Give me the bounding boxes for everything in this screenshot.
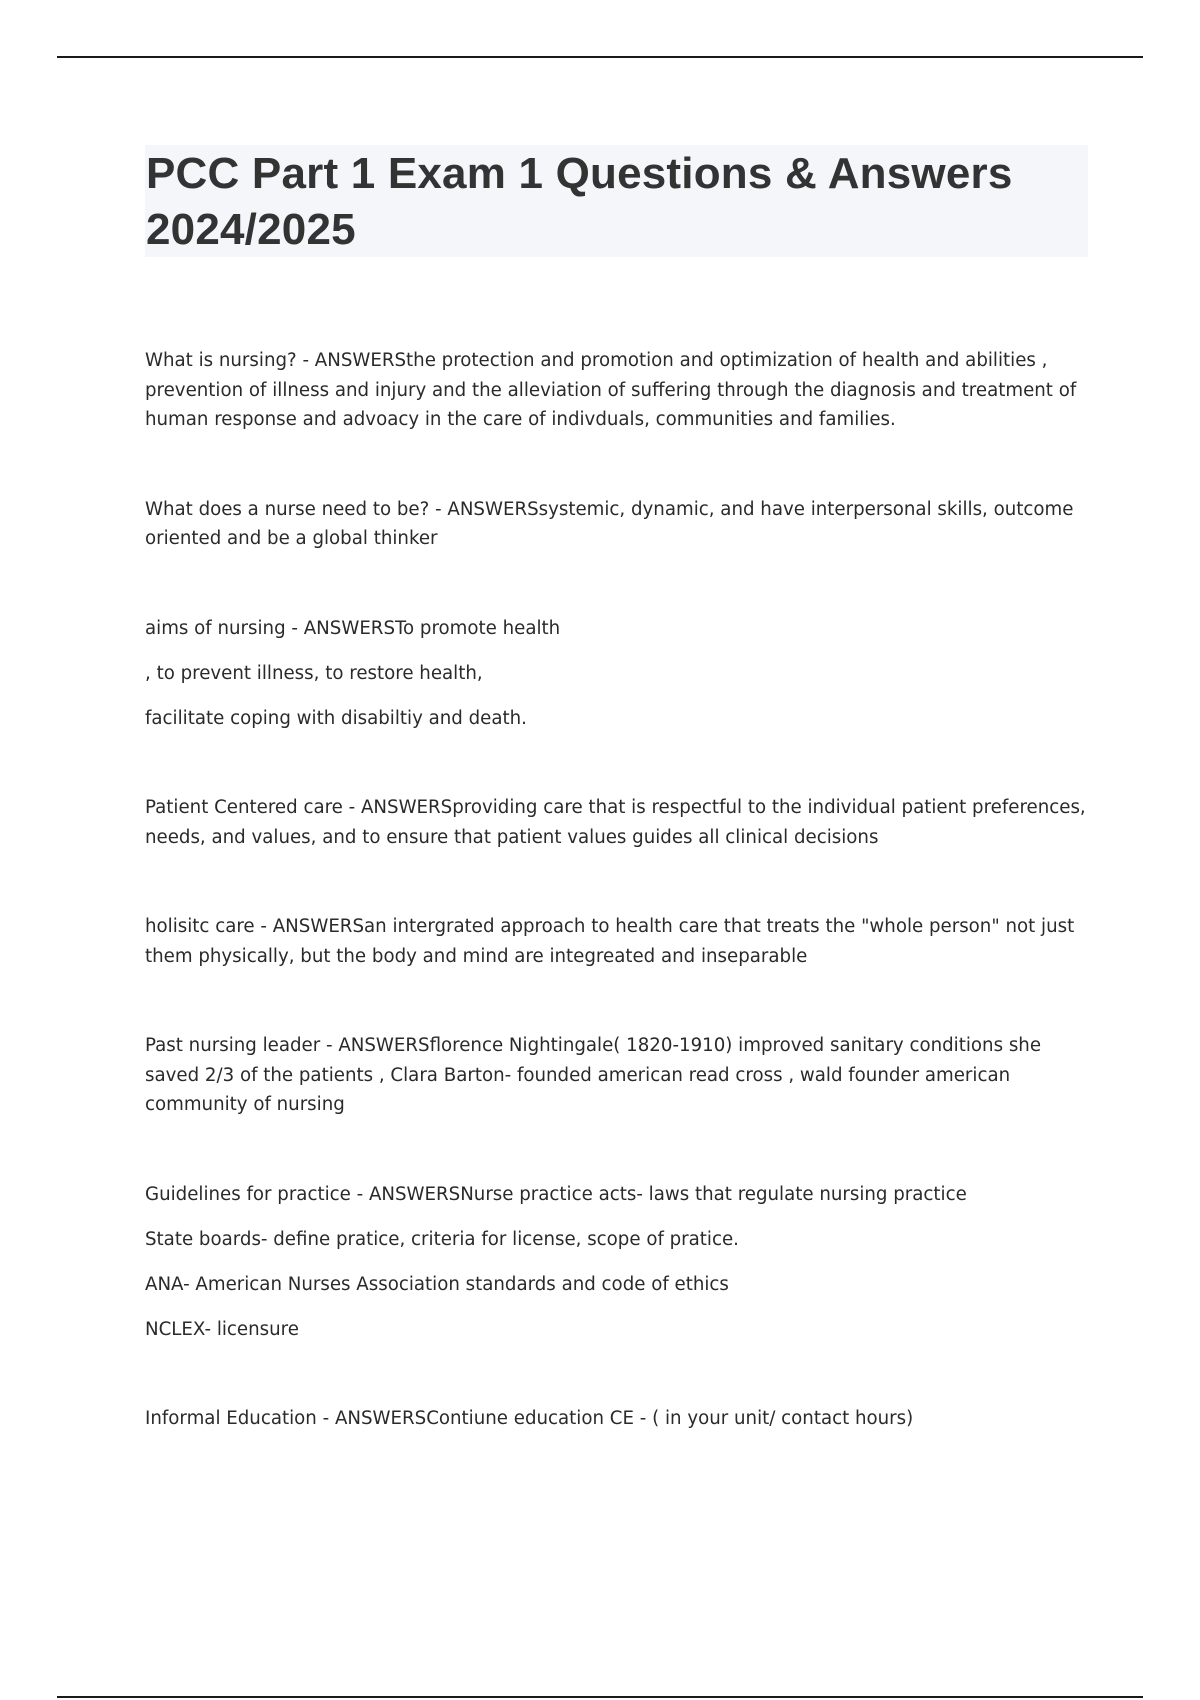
- qa-line: Informal Education - ANSWERSContiune education CE - ( in your unit/ contact hours): [145, 1408, 914, 1429]
- qa-line: Patient Centered care - ANSWERSproviding care that is respectful to the individual patient preferences, needs, and values, and to ensure that patient values guides all clinical decisions: [145, 797, 1086, 848]
- qa-entry: [145, 1404, 1090, 1434]
- qa-entry: [145, 1180, 1090, 1345]
- qa-line: Guidelines for practice - ANSWERSNurse practice acts- laws that regulate nursing practice: [145, 1183, 967, 1205]
- qa-line: Past nursing leader - ANSWERSflorence Nightingale( 1820-1910) improved sanitary conditions she saved 2/3 of the patients , Clara Barton- founded american read cross , wald founder american community of nursing: [145, 1035, 1042, 1115]
- qa-line: holisitc care - ANSWERSan intergrated approach to health care that treats the "whole person" not just them physically, but the body and mind are integreated and inseparable: [145, 916, 1075, 967]
- qa-entry: [145, 495, 1090, 554]
- qa-entry: [145, 793, 1090, 852]
- qa-line: State boards- define pratice, criteria for license, scope of pratice.: [145, 1228, 739, 1250]
- qa-line: NCLEX- licensure: [145, 1318, 299, 1340]
- qa-list: [145, 346, 1090, 1494]
- qa-entry: [145, 1031, 1090, 1120]
- bottom-divider: [57, 1696, 1143, 1698]
- qa-line: , to prevent illness, to restore health,: [145, 662, 483, 684]
- document-title: PCC Part 1 Exam 1 Questions & Answers 2024/2025: [146, 149, 1013, 254]
- qa-entry: [145, 614, 1090, 734]
- title-banner: [145, 145, 1088, 257]
- qa-line: ANA- American Nurses Association standards and code of ethics: [145, 1273, 729, 1295]
- top-divider: [57, 56, 1143, 58]
- qa-entry: [145, 912, 1090, 971]
- qa-line: facilitate coping with disabiltiy and death.: [145, 707, 527, 729]
- qa-line: What does a nurse need to be? - ANSWERSsystemic, dynamic, and have interpersonal skills, outcome oriented and be a global thinker: [145, 498, 1074, 549]
- qa-line: What is nursing? - ANSWERSthe protection and promotion and optimization of health and abilities , prevention of illness and injury and the alleviation of suffering through the diagnosis and treatment of human response and advoacy in the care of indivduals, communities and families.: [145, 350, 1077, 430]
- qa-line: aims of nursing - ANSWERSTo promote health: [145, 617, 561, 639]
- qa-entry: [145, 346, 1090, 435]
